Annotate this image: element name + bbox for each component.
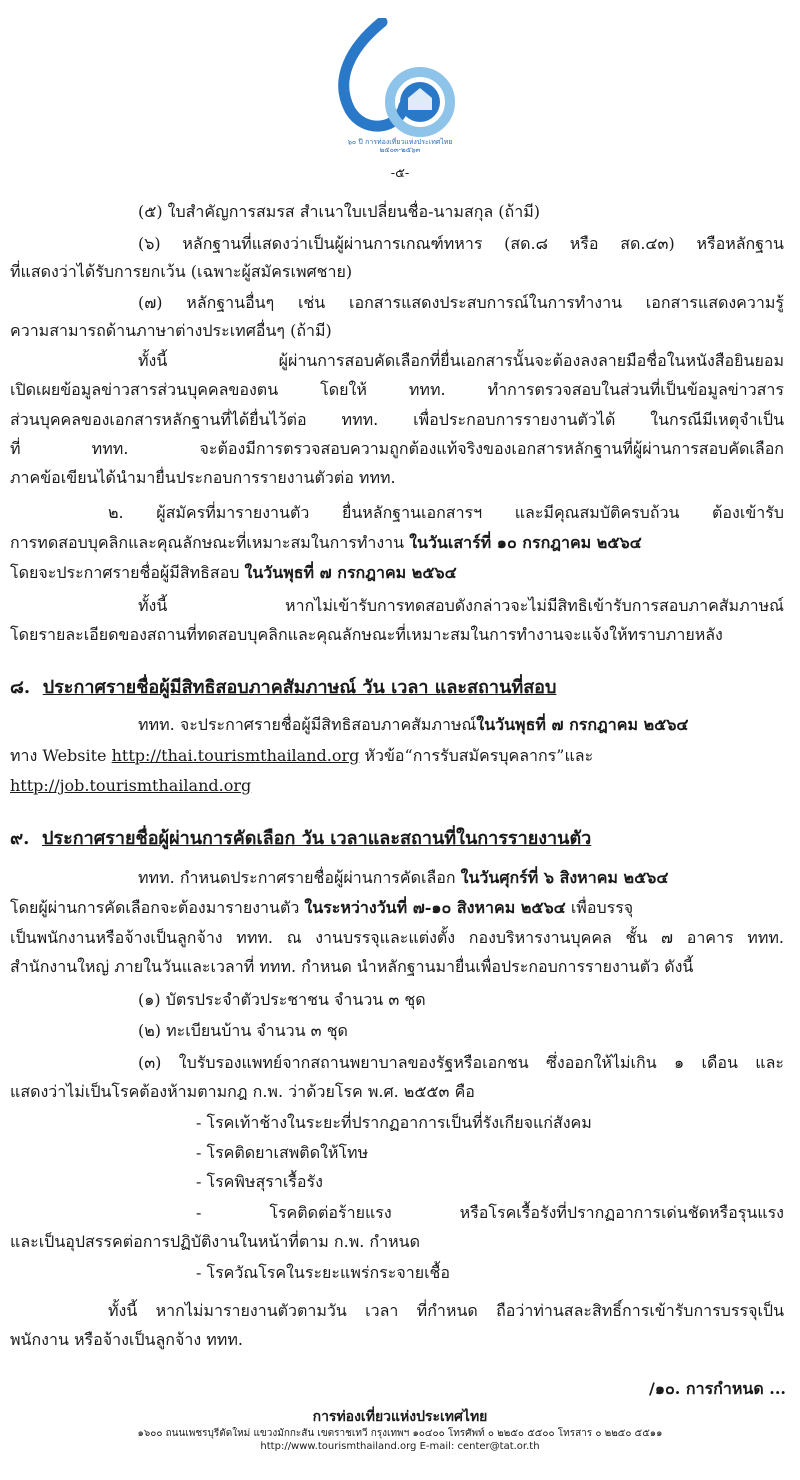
section-9-line-2-text: โดยผู้ผ่านการคัดเลือกจะต้องมารายงานตัว (10, 898, 305, 917)
closing-line-2: พนักงาน หรือจ้างเป็นลูกจ้าง ททท. (10, 1330, 243, 1349)
section-8-line-1-text: ททท. จะประกาศรายชื่อผู้มีสิทธิสอบภาคสัมภาษณ์ (138, 715, 477, 734)
continuation-marker: /๑๐. การกำหนด ... (649, 1379, 786, 1398)
section-8-line-2-text: ทาง Website (10, 746, 112, 765)
logo-caption (320, 138, 480, 154)
section-8-heading (10, 672, 556, 701)
section-9-title: ประกาศรายชื่อผู้ผ่านการคัดเลือก วัน เวลาและสถานที่ในการรายงานตัว (42, 828, 592, 849)
tat-60th-anniversary-logo (320, 18, 480, 156)
item-6-line-2: ที่แสดงว่าได้รับการยกเว้น (เฉพาะผู้สมัครเพศชาย) (10, 262, 353, 281)
consent-line-5: ภาคข้อเขียนได้นำมายื่นประกอบการรายงานตัวต่อ ททท. (10, 468, 396, 487)
report-item-3-line-2: แสดงว่าไม่เป็นโรคต้องห้ามตามกฎ ก.พ. ว่าด้วยโรค พ.ศ. ๒๕๕๓ คือ (10, 1082, 475, 1101)
report-item-2: (๒) ทะเบียนบ้าน จำนวน ๓ ชุด (138, 1021, 348, 1040)
section-8-line-2 (10, 746, 593, 766)
report-item-3-line-1: (๓) ใบรับรองแพทย์จากสถานพยาบาลของรัฐหรือเอกชน ซึ่งออกให้ไม่เกิน ๑ เดือน และ (138, 1053, 784, 1072)
para-2-line-2-text: การทดสอบบุคลิกและคุณลักษณะที่เหมาะสมในการทำงาน (10, 533, 410, 552)
section-8-number: ๘. (10, 677, 31, 698)
logo-caption-line-2: ๒๕๐๓-๒๕๖๓ (379, 146, 421, 154)
page-number: -๕- (390, 166, 410, 181)
section-9-line-2-tail: เพื่อบรรจุ (565, 898, 634, 917)
disease-4-line-1: - โรคติดต่อร้ายแรง หรือโรคเรื้อรังที่ปรากฏอาการเด่นชัดหรือรุนแรง (196, 1203, 784, 1222)
disease-2: - โรคติดยาเสพติดให้โทษ (196, 1143, 369, 1162)
logo-caption-line-1: ๖๐ ปี การท่องเที่ยวแห่งประเทศไทย (347, 138, 453, 146)
consent-line-1: ทั้งนี้ ผู้ผ่านการสอบคัดเลือกที่ยื่นเอกสารนั้นจะต้องลงลายมือชื่อในหนังสือยินยอม (138, 351, 784, 370)
announce-date: ในวันพุธที่ ๗ กรกฎาคม ๒๕๖๔ (244, 563, 457, 582)
item-7-line-2: ความสามารถด้านภาษาต่างประเทศอื่นๆ (ถ้ามี) (10, 321, 332, 340)
interview-announce-date: ในวันพุธที่ ๗ กรกฎาคม ๒๕๖๔ (476, 715, 689, 734)
para-3-line-2: โดยรายละเอียดของสถานที่ทดสอบบุคลิกและคุณลักษณะที่เหมาะสมในการทำงานจะแจ้งให้ทราบภายหลัง (10, 625, 723, 644)
para-2-line-3-text: โดยจะประกาศรายชื่อผู้มีสิทธิสอบ (10, 563, 245, 582)
disease-3: - โรคพิษสุราเรื้อรัง (196, 1172, 323, 1191)
closing-line-1: ทั้งนี้ หากไม่มารายงานตัวตามวัน เวลา ที่กำหนด ถือว่าท่านสละสิทธิ์การเข้ารับการบรรจุเป็น (108, 1301, 784, 1320)
report-period: ในระหว่างวันที่ ๗-๑๐ สิงหาคม ๒๕๖๔ (304, 898, 566, 917)
item-5: (๕) ใบสำคัญการสมรส สำเนาใบเปลี่ยนชื่อ-นามสกุล (ถ้ามี) (138, 202, 540, 221)
consent-line-3: ส่วนบุคคลของเอกสารหลักฐานที่ได้ยื่นไว้ต่อ ททท. เพื่อประกอบการรายงานตัวได้ ในกรณีมีเหตุจำเป็น (10, 410, 784, 429)
disease-1: - โรคเท้าช้างในระยะที่ปรากฏอาการเป็นที่รังเกียจแก่สังคม (196, 1113, 592, 1132)
footer-address: ๑๖๐๐ ถนนเพชรบุรีตัดใหม่ แขวงมักกะสัน เขตราชเทวี กรุงเทพฯ ๑๐๔๐๐ โทรศัพท์ ๐ ๒๒๕๐ ๕๕๐๐ โทรสาร ๐ ๒๒๕๐ ๕๕๑๑ (137, 1428, 663, 1439)
para-2-line-3 (10, 563, 457, 583)
result-announce-date: ในวันศุกร์ที่ ๖ สิงหาคม ๒๕๖๔ (460, 868, 669, 887)
disease-4-line-2: และเป็นอุปสรรคต่อการปฏิบัติงานในหน้าที่ตาม ก.พ. กำหนด (10, 1232, 420, 1251)
section-8-line-1 (138, 715, 689, 735)
report-item-1: (๑) บัตรประจำตัวประชาชน จำนวน ๓ ชุด (138, 990, 426, 1009)
section-9-heading (10, 823, 591, 852)
section-8-title: ประกาศรายชื่อผู้มีสิทธิสอบภาคสัมภาษณ์ วัน เวลา และสถานที่สอบ (42, 677, 557, 698)
section-8-line-2-tail: หัวข้อ“การรับสมัครบุคลากร”และ (359, 746, 594, 765)
para-2-line-1: ๒. ผู้สมัครที่มารายงานตัว ยื่นหลักฐานเอกสารฯ และมีคุณสมบัติครบถ้วน ต้องเข้ารับ (108, 503, 784, 522)
section-9-line-2 (10, 898, 633, 918)
item-7-line-1: (๗) หลักฐานอื่นๆ เช่น เอกสารแสดงประสบการณ์ในการทำงาน เอกสารแสดงความรู้ (138, 293, 784, 312)
tat-thai-website-link[interactable]: http://thai.tourismthailand.org (111, 746, 360, 765)
section-9-number: ๙. (10, 828, 30, 849)
footer-contact: http://www.tourismthailand.org E-mail: center@tat.or.th (260, 1441, 540, 1452)
test-date: ในวันเสาร์ที่ ๑๐ กรกฎาคม ๒๕๖๔ (409, 533, 642, 552)
section-9-line-4: สำนักงานใหญ่ ภายในวันและเวลาที่ ททท. กำหนด นำหลักฐานมายื่นเพื่อประกอบการรายงานตัว ดังนี้ (10, 957, 694, 976)
section-9-line-3: เป็นพนักงานหรือจ้างเป็นลูกจ้าง ททท. ณ งานบรรจุและแต่งตั้ง กองบริหารงานบุคคล ชั้น ๗ อาคาร ททท. (10, 928, 784, 947)
job-website-link[interactable]: http://job.tourismthailand.org (10, 776, 252, 795)
disease-5: - โรควัณโรคในระยะแพร่กระจายเชื้อ (196, 1263, 451, 1282)
consent-line-4: ที่ ททท. จะต้องมีการตรวจสอบความถูกต้องแท้จริงของเอกสารหลักฐานที่ผู้ผ่านการสอบคัดเลือก (10, 439, 784, 458)
section-9-line-1 (138, 868, 668, 888)
para-3-line-1: ทั้งนี้ หากไม่เข้ารับการทดสอบดังกล่าวจะไม่มีสิทธิเข้ารับการสอบภาคสัมภาษณ์ (138, 596, 784, 615)
item-6-line-1: (๖) หลักฐานที่แสดงว่าเป็นผู้ผ่านการเกณฑ์ทหาร (สด.๘ หรือ สด.๔๓) หรือหลักฐาน (138, 234, 784, 253)
section-9-line-1-text: ททท. กำหนดประกาศรายชื่อผู้ผ่านการคัดเลือก (138, 868, 461, 887)
para-2-line-2 (10, 533, 642, 553)
consent-line-2: เปิดเผยข้อมูลข่าวสารส่วนบุคคลของตน โดยให้ ททท. ทำการตรวจสอบในส่วนที่เป็นข้อมูลข่าวสาร (10, 380, 784, 399)
footer-organization: การท่องเที่ยวแห่งประเทศไทย (312, 1409, 488, 1425)
